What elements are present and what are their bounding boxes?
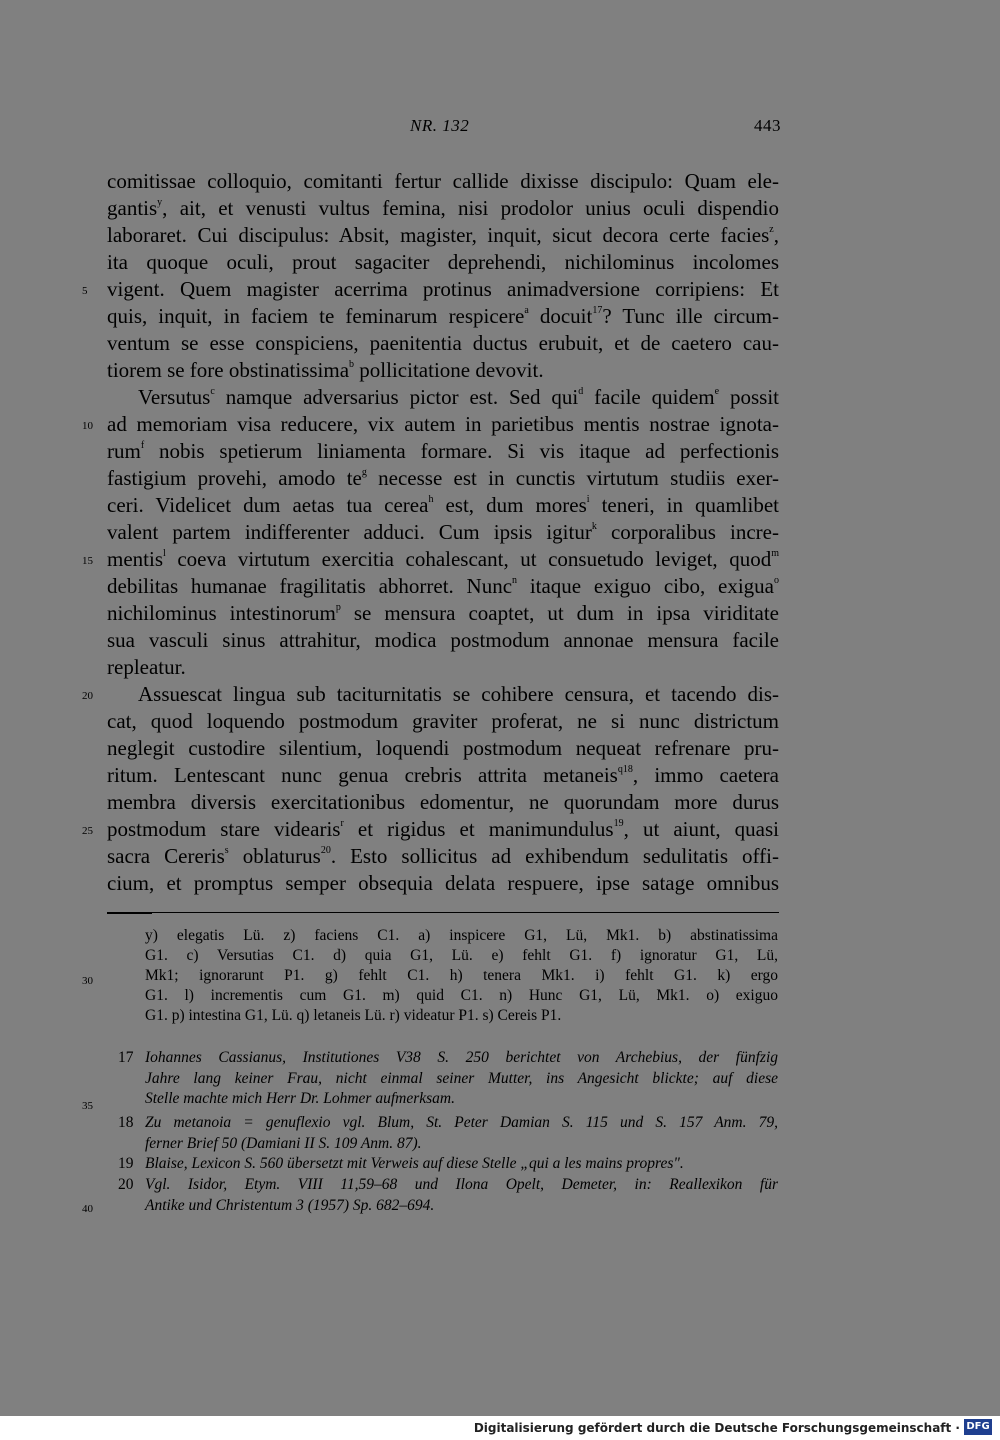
text-line: sua vasculi sinus attrahitur, modica postmodum annonae mensura facile xyxy=(107,628,779,652)
text-line: laboraret. Cui discipulus: Absit, magister, inquit, sicut decora certe facies$^z$, xyxy=(107,223,779,247)
text-line: rum$^f$ nobis spetierum liniamenta formare. Si vis itaque ad perfectionis xyxy=(107,439,779,463)
footnote-number: 19 xyxy=(118,1155,134,1172)
text-line: mentis$^l$ coeva virtutum exercitia cohalescant, ut consuetudo leviget, quod$^m$ xyxy=(107,547,779,571)
footnote-line: Antike und Christentum 3 (1957) Sp. 682–694. xyxy=(145,1196,435,1214)
line-number: 10 xyxy=(82,420,93,432)
text-line: valent partem indifferenter adduci. Cum ipsis igitur$^k$ corporalibus incre- xyxy=(107,520,779,544)
footnote-number: 18 xyxy=(118,1114,134,1131)
footnote-line: Vgl. Isidor, Etym. VIII 11,59–68 und Ilona Opelt, Demeter, in: Reallexikon für xyxy=(145,1176,778,1193)
running-head-title: NR. 132 xyxy=(410,116,470,135)
text-line: Assuescat lingua sub taciturnitatis se cohibere censura, et tacendo dis- xyxy=(138,682,779,706)
footnote-number: 20 xyxy=(118,1176,134,1193)
text-line: cium, et promptus semper obsequia delata respuere, ipse satage omnibus xyxy=(107,871,779,895)
line-number: 5 xyxy=(82,285,88,297)
text-line: postmodum stare videaris$^r$ et rigidus et manimundulus$^{19}$, ut aiunt, quasi xyxy=(107,817,780,841)
footer-text: Digitalisierung gefördert durch die Deutsche Forschungsgemeinschaft · xyxy=(473,1421,960,1435)
footnote-number: 17 xyxy=(118,1049,134,1066)
text-line: sacra Cereris$^s$ oblaturus$^{20}$. Esto sollicitus ad exhibendum sedulitatis offi- xyxy=(107,844,779,868)
line-number: 15 xyxy=(82,555,93,567)
footnote-line: Iohannes Cassianus, Institutiones V38 S. 250 berichtet von Archebius, der fünfzig xyxy=(145,1049,778,1066)
footnote-rule-short xyxy=(107,912,152,914)
line-number: 30 xyxy=(82,975,93,987)
apparatus-line: G1. p) intestina G1, Lü. q) letaneis Lü. r) videatur P1. s) Cereis P1. xyxy=(145,1007,562,1024)
text-line: tiorem se fore obstinatissima$^b$ pollicitatione devovit. xyxy=(107,358,544,382)
apparatus-line: G1. c) Versutias C1. d) quia G1, Lü. e) fehlt G1. f) ignoratur G1, Lü, xyxy=(145,947,778,964)
text-line: neglegit custodire silentium, loquendi postmodum nequeat refrenare pru- xyxy=(107,736,779,760)
text-line: membra diversis exercitationibus edomentur, ne quorundam more durus xyxy=(107,790,779,814)
text-line: cat, quod loquendo postmodum graviter proferat, ne si nunc districtum xyxy=(107,709,779,733)
text-line: ita quoque oculi, prout sagaciter deprehendi, nichilominus incolomes xyxy=(107,250,779,274)
apparatus-line: Mk1; ignorarunt P1. g) fehlt C1. h) tenera Mk1. i) fehlt G1. k) ergo xyxy=(145,967,778,984)
footnote-line: Stelle machte mich Herr Dr. Lohmer aufmerksam. xyxy=(145,1090,455,1107)
footnote-line: ferner Brief 50 (Damiani II S. 109 Anm. 87). xyxy=(145,1134,422,1152)
text-line: debilitas humanae fragilitatis abhorret. Nunc$^n$ itaque exiguo cibo, exigua$^o$ xyxy=(107,574,779,598)
dfg-logo: DFG xyxy=(964,1419,992,1435)
text-line: comitissae colloquio, comitanti fertur callide dixisse discipulo: Quam ele- xyxy=(107,169,779,193)
footer-bar xyxy=(0,1416,1000,1440)
text-line: ventum se esse conspiciens, paenitentia ductus erubuit, et de caetero cau- xyxy=(107,331,779,355)
text-line: vigent. Quem magister acerrima protinus animadversione corripiens: Et xyxy=(107,277,779,301)
footnote-line: Blaise, Lexicon S. 560 übersetzt mit Verweis auf diese Stelle „qui a les mains propres". xyxy=(145,1155,684,1172)
line-number: 20 xyxy=(82,690,93,702)
text-line: repleatur. xyxy=(107,655,186,679)
text-line: gantis$^y$, ait, et venusti vultus femina, nisi prodolor unius oculi dispendio xyxy=(107,196,779,220)
footnote-line: Jahre lang keiner Frau, nicht einmal seiner Mutter, ins Angesicht blickte; auf diese xyxy=(145,1069,778,1087)
text-line: ritum. Lentescant nunc genua crebris attrita metaneis$^{q18}$, immo caetera xyxy=(107,763,779,787)
footnote-line: Zu metanoia = genuflexio vgl. Blum, St. Peter Damian S. 115 und S. 157 Anm. 79, xyxy=(145,1114,778,1131)
text-line: quis, inquit, in faciem te feminarum respicere$^a$ docuit$^{17}$? Tunc ille circum- xyxy=(107,304,779,328)
text-line: ceri. Videlicet dum aetas tua cerea$^h$ est, dum mores$^i$ teneri, in quamlibet xyxy=(107,493,780,517)
apparatus-line: G1. l) incrementis cum G1. m) quid C1. n) Hunc G1, Lü, Mk1. o) exiguo xyxy=(145,987,778,1004)
apparatus-line: y) elegatis Lü. z) faciens C1. a) inspicere G1, Lü, Mk1. b) abstinatissima xyxy=(145,927,778,944)
line-number: 25 xyxy=(82,825,93,837)
line-number: 35 xyxy=(82,1100,93,1112)
page-number: 443 xyxy=(754,116,781,135)
text-line: Versutus$^c$ namque adversarius pictor est. Sed qui$^d$ facile quidem$^e$ possit xyxy=(138,385,779,409)
text-line: ad memoriam visa reducere, vix autem in parietibus mentis nostrae ignota- xyxy=(107,412,779,436)
text-line: nichilominus intestinorum$^p$ se mensura coaptet, ut dum in ipsa viriditate xyxy=(107,601,779,625)
footnote-rule xyxy=(107,912,779,913)
line-number: 40 xyxy=(82,1203,93,1215)
text-line: fastigium provehi, amodo $te^g$ necesse est in cunctis virtutum studiis exer- xyxy=(107,466,779,490)
